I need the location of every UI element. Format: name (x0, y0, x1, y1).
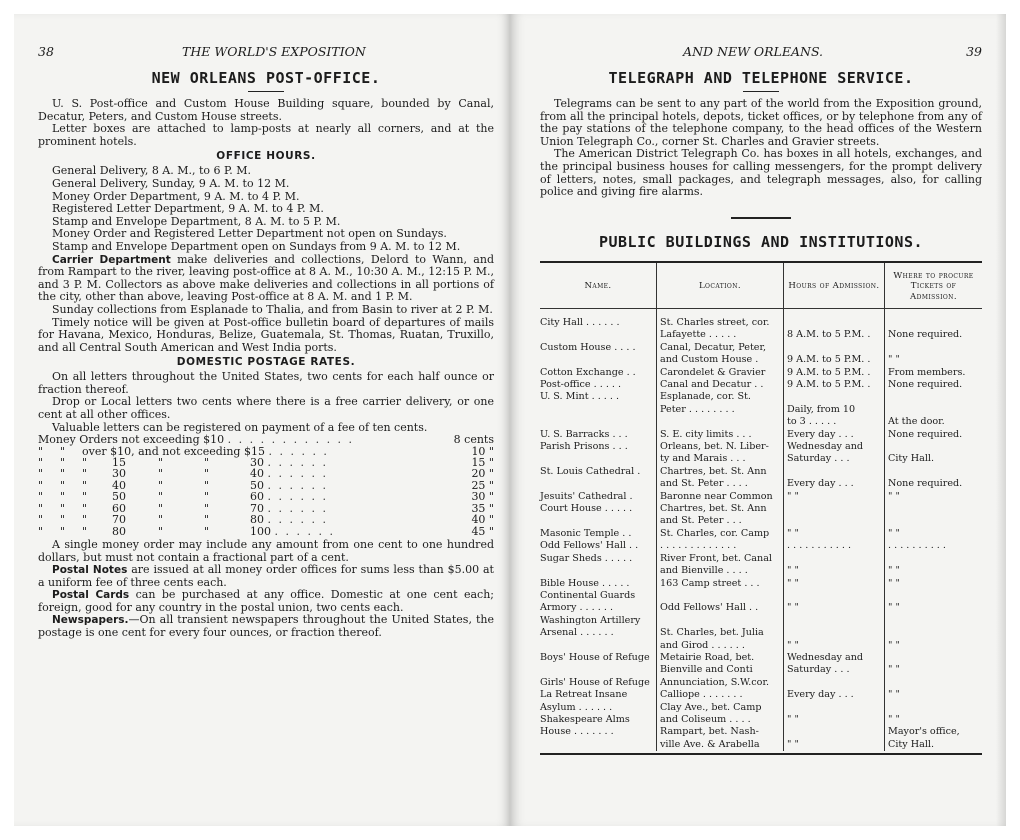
postal-notes-paragraph (38, 564, 494, 589)
table-row (540, 329, 982, 341)
cell-tickets: None required. (885, 329, 983, 341)
cell-hours (784, 627, 885, 639)
cell-name: Washington Artillery (540, 614, 641, 626)
cell-tickets: " " (885, 602, 983, 614)
left-page (14, 14, 510, 826)
cell-name: Custom House . . . . (540, 341, 636, 353)
single-money-order-paragraph: A single money order may include any amount from one cent to one hundred dollars, but must not contain a fractional part of a cent. (38, 537, 494, 564)
cell-name: Masonic Temple . . (540, 527, 632, 539)
cell-tickets: " " (885, 354, 983, 366)
table-row (540, 367, 982, 379)
telegraph-paragraph: Telegrams can be sent to any part of the world from the Exposition ground, from all the principal hotels, depots, ticket offices, or by telephone from any of the pay stations of the telephone company, to the head offices of the Western Union Telegraph Co., corner St. Charles and Gravier streets. (540, 97, 982, 148)
newspapers-text: —On all transient newspapers throughout the United States, the postage is one cent for every four ounces, or fraction thereof. (38, 613, 494, 640)
table-row (540, 379, 982, 391)
telegraph-title: TELEGRAPH AND TELEPHONE SERVICE. (608, 69, 914, 87)
money-order-row: " " " 15 " " 30 . . . . . . 15 " (38, 456, 494, 470)
table-row (540, 590, 982, 602)
table-bottom-rule (540, 753, 982, 755)
column-header-tickets: Where to procure Tickets of Admission. (885, 263, 983, 309)
cell-tickets: " " (885, 664, 983, 676)
table-row (540, 677, 982, 689)
timely-paragraph: Timely notice will be given at Post-office bulletin board of departures of mails for Havana, Mexico, Honduras, Belize, Guatemala, St. Thomas, Ruatan, Truxillo, and all Central South American and West India ports. (38, 315, 494, 354)
cell-name: Asylum . . . . . . (540, 701, 613, 713)
cell-location: Annunciation, S.W.cor. (657, 677, 784, 689)
cell-location: 163 Camp street . . . (657, 578, 784, 590)
cell-name (540, 478, 657, 490)
column-header-hours: Hours of Admission. (784, 263, 885, 309)
office-hours-item: Stamp and Envelope Department open on Sundays from 9 A. M. to 12 M. (52, 239, 461, 253)
table-row (540, 466, 982, 478)
table-row (540, 714, 982, 726)
cell-hours (784, 553, 885, 565)
cell-tickets (885, 441, 983, 453)
cell-location (657, 416, 784, 428)
column-header-name: Name. (540, 263, 657, 309)
cell-location: Carondelet & Gravier (657, 367, 784, 379)
cell-name: Sugar Sheds . . . . . (540, 552, 633, 564)
cell-tickets (885, 342, 983, 354)
cell-tickets: From members. (885, 367, 983, 379)
public-buildings-table (540, 263, 982, 751)
cell-location: Peter . . . . . . . . (657, 404, 784, 416)
cell-name (540, 329, 657, 341)
table-row (540, 342, 982, 354)
right-page-number: 39 (966, 44, 982, 59)
office-hours-item: Money Order Department, 9 A. M. to 4 P. M. (52, 189, 300, 203)
cell-tickets: City Hall. (885, 453, 983, 465)
cell-location: Calliope . . . . . . . (657, 689, 784, 701)
table-row (540, 739, 982, 751)
table-row (540, 391, 982, 403)
table-row (540, 627, 982, 639)
money-order-row: " " " 30 " " 40 . . . . . . 20 " (38, 467, 494, 481)
newspapers-paragraph (38, 614, 494, 639)
table-row (540, 404, 982, 416)
cell-location: St. Charles street, cor. (657, 317, 784, 329)
cell-location: and St. Peter . . . (657, 515, 784, 527)
cell-tickets (885, 391, 983, 403)
cell-tickets: Mayor's office, (885, 726, 983, 738)
sunday-paragraph: Sunday collections from Esplanade to Thalia, and from Basin to river at 2 P. M. (52, 302, 493, 316)
carrier-lead: Carrier Department (52, 253, 171, 266)
office-hours-item: Money Order and Registered Letter Department not open on Sundays. (52, 227, 447, 241)
public-buildings-title: PUBLIC BUILDINGS AND INSTITUTIONS. (598, 232, 924, 251)
intro-paragraph: U. S. Post-office and Custom House Building square, bounded by Canal, Decatur, Peters, and Custom House streets. (38, 97, 494, 123)
table-row (540, 602, 982, 614)
table-row (540, 615, 982, 627)
postal-notes-text: are issued at all money order offices for sums less than $5.00 at a uniform fee of three cents each. (38, 563, 494, 589)
cell-tickets: " " (885, 714, 983, 726)
cell-location (657, 590, 784, 602)
cell-tickets (885, 553, 983, 565)
telegraph-paragraph: The American District Telegraph Co. has boxes in all hotels, exchanges, and the principal business houses for calling messengers, for the prompt delivery of letters, notes, small packages, and telegraph messages, also, for calling police and giving fire alarms. (540, 147, 982, 199)
table-row (540, 453, 982, 465)
table-row (540, 652, 982, 664)
postage-paragraph: On all letters throughout the United States, two cents for each half ounce or fraction thereof. (38, 370, 494, 396)
table-row (540, 689, 982, 701)
right-running-title: AND NEW ORLEANS. (683, 44, 824, 59)
table-row (540, 640, 982, 652)
cell-name: Arsenal . . . . . . (540, 627, 614, 639)
cell-location: Baronne near Common (657, 491, 784, 503)
cell-location: and Bienville . . . . (657, 565, 784, 577)
cell-location: Lafayette . . . . . (657, 329, 784, 341)
cell-name (540, 640, 657, 652)
cell-name: Jesuits' Cathedral . (540, 490, 633, 502)
cell-name (540, 565, 657, 577)
public-buildings-table-body (540, 308, 982, 751)
cell-hours: 8 A.M. to 5 P.M. . (784, 329, 885, 341)
carrier-text: make deliveries and collections, Delord to Wann, and from Rampart to the river, leaving post-office at 8 A. M., 10:30 A. M., 12:15 P. M., and 3 P. M. Collectors as above make deliveries and collections in all portions of the city, other than above, leaving Post-office at 8 A. M. and 1 P. M. (38, 252, 494, 304)
cell-location: Chartres, bet. St. Ann (657, 503, 784, 515)
cell-hours (784, 677, 885, 689)
cell-tickets: " " (885, 528, 983, 540)
postal-notes-lead: Postal Notes (52, 564, 128, 577)
cell-hours: 9 A.M. to 5 P.M. . (784, 354, 885, 366)
cell-location: St. Charles, cor. Camp (657, 528, 784, 540)
money-order-row: " " " 40 " " 50 . . . . . . 25 " (38, 478, 494, 492)
cell-hours: " " (784, 528, 885, 540)
title-rule (248, 91, 284, 92)
cell-location: and Coliseum . . . . (657, 714, 784, 726)
cell-name (540, 354, 657, 366)
newspapers-lead: Newspapers. (52, 614, 129, 627)
cell-tickets: None required. (885, 429, 983, 441)
money-order-row: " " " 60 " " 70 . . . . . . 35 " (38, 501, 494, 515)
cell-tickets: " " (885, 491, 983, 503)
cell-name: U. S. Barracks . . . (540, 428, 628, 440)
cell-tickets (885, 652, 983, 664)
cell-hours: to 3 . . . . . (784, 416, 885, 428)
cell-tickets: None required. (885, 379, 983, 391)
cell-location: Metairie Road, bet. (657, 652, 784, 664)
cell-location: . . . . . . . . . . . . . (657, 540, 784, 552)
cell-tickets (885, 590, 983, 602)
table-spacer-row (540, 308, 982, 317)
cell-name: U. S. Mint . . . . . (540, 391, 620, 403)
cell-location: St. Charles, bet. Julia (657, 627, 784, 639)
postage-paragraph: Drop or Local letters two cents where there is a free carrier delivery, or one cent at all other offices. (38, 395, 494, 422)
cell-hours: " " (784, 739, 885, 751)
column-header-location: Location. (657, 263, 784, 309)
cell-hours (784, 702, 885, 714)
cell-hours (784, 391, 885, 403)
cell-location: Orleans, bet. N. Liber- (657, 441, 784, 453)
cell-location: Bienville and Conti (657, 664, 784, 676)
cell-location: Clay Ave., bet. Camp (657, 702, 784, 714)
cell-location: and Girod . . . . . . (657, 640, 784, 652)
office-hours-heading: OFFICE HOURS. (216, 150, 316, 163)
office-hours-item: Stamp and Envelope Department, 8 A. M. to 5 P. M. (52, 214, 341, 228)
cell-name: Shakespeare Alms (540, 713, 630, 725)
intro-paragraph: Letter boxes are attached to lamp-posts at nearly all corners, and at the prominent hotels. (38, 122, 494, 148)
cell-hours: " " (784, 565, 885, 577)
table-row (540, 528, 982, 540)
postal-cards-paragraph (38, 589, 494, 614)
cell-name: Boys' House of Refuge (540, 651, 650, 663)
right-running-head (540, 44, 982, 59)
cell-name (540, 664, 657, 676)
cell-tickets (885, 615, 983, 627)
table-row (540, 503, 982, 515)
cell-hours (784, 726, 885, 738)
money-order-row: " " " 80 " " 100 . . . . . . 45 " (38, 524, 494, 538)
cell-location (657, 615, 784, 627)
cell-hours: Every day . . . (784, 689, 885, 701)
cell-name: Post-office . . . . . (540, 379, 622, 390)
cell-name: Cotton Exchange . . (540, 366, 636, 378)
postal-cards-text: can be purchased at any office. Domestic at one cent each; foreign, good for any country in the postal union, two cents each. (38, 588, 494, 614)
cell-location: River Front, bet. Canal (657, 553, 784, 565)
cell-location: Canal, Decatur, Peter, (657, 342, 784, 354)
cell-hours: Daily, from 10 (784, 404, 885, 416)
office-hours-item: General Delivery, Sunday, 9 A. M. to 12 M. (52, 176, 290, 190)
cell-tickets: None required. (885, 478, 983, 490)
table-header-row (540, 263, 982, 309)
postage-heading: DOMESTIC POSTAGE RATES. (176, 356, 356, 369)
cell-hours: Wednesday and (784, 652, 885, 664)
table-row (540, 441, 982, 453)
table-row (540, 478, 982, 490)
postal-cards-lead: Postal Cards (52, 589, 130, 602)
cell-name (540, 453, 657, 465)
cell-tickets: . . . . . . . . . . (885, 540, 983, 552)
postage-paragraph: Valuable letters can be registered on payment of a fee of ten cents. (52, 420, 428, 434)
book-spread (14, 14, 1006, 826)
cell-tickets: " " (885, 689, 983, 701)
table-row (540, 429, 982, 441)
cell-name: Bible House . . . . . (540, 577, 630, 589)
cell-hours: " " (784, 578, 885, 590)
cell-tickets: " " (885, 565, 983, 577)
cell-location: S. E. city limits . . . (657, 429, 784, 441)
cell-tickets (885, 702, 983, 714)
cell-name: Armory . . . . . . (540, 602, 613, 614)
cell-hours: " " (784, 640, 885, 652)
cell-location: Esplanade, cor. St. (657, 391, 784, 403)
cell-tickets (885, 404, 983, 416)
cell-location: Rampart, bet. Nash- (657, 726, 784, 738)
cell-name: Parish Prisons . . . (540, 441, 628, 453)
cell-hours: . . . . . . . . . . . (784, 540, 885, 552)
cell-location: ty and Marais . . . (657, 453, 784, 465)
cell-hours: 9 A.M. to 5 P.M. . (784, 379, 885, 391)
page-edge-shadow (996, 14, 1006, 826)
cell-hours: Every day . . . (784, 478, 885, 490)
table-row (540, 702, 982, 714)
cell-hours: 9 A.M. to 5 P.M. . (784, 367, 885, 379)
cell-location: Canal and Decatur . . (657, 379, 784, 391)
cell-name: Court House . . . . . (540, 503, 633, 515)
cell-location: and St. Peter . . . . (657, 478, 784, 490)
cell-name (540, 739, 657, 751)
office-hours-list (38, 165, 494, 253)
cell-name: St. Louis Cathedral . (540, 465, 641, 477)
money-order-row: " " " 50 " " 60 . . . . . . 30 " (38, 490, 494, 504)
table-row (540, 515, 982, 527)
table-row (540, 664, 982, 676)
cell-hours: " " (784, 602, 885, 614)
table-row (540, 578, 982, 590)
table-row (540, 491, 982, 503)
section-divider (731, 217, 791, 219)
post-office-title: NEW ORLEANS POST-OFFICE. (151, 69, 381, 87)
table-row (540, 565, 982, 577)
cell-location: and Custom House . (657, 354, 784, 366)
telegraph-rule (743, 91, 779, 92)
left-running-title: THE WORLD'S EXPOSITION (182, 44, 366, 59)
intro-paragraphs (38, 98, 494, 148)
office-hours-item: General Delivery, 8 A. M., to 6 P. M. (52, 164, 251, 178)
money-order-row: " " " 70 " " 80 . . . . . . 40 " (38, 513, 494, 527)
cell-hours (784, 317, 885, 329)
money-order-table (38, 434, 494, 537)
cell-hours (784, 466, 885, 478)
cell-tickets (885, 677, 983, 689)
cell-hours (784, 515, 885, 527)
cell-name (540, 515, 657, 527)
money-order-value: 8 cents (453, 433, 494, 447)
cell-name: Continental Guards (540, 589, 636, 601)
cell-tickets (885, 317, 983, 329)
cell-hours (784, 615, 885, 627)
cell-tickets: " " (885, 640, 983, 652)
cell-hours: Wednesday and (784, 441, 885, 453)
cell-name: Girls' House of Refuge (540, 676, 650, 688)
table-row (540, 317, 982, 329)
cell-name (540, 416, 657, 428)
cell-tickets (885, 515, 983, 527)
cell-name: House . . . . . . . (540, 726, 614, 738)
office-hours-item: Registered Letter Department, 9 A. M. to 4 P. M. (52, 202, 324, 216)
cell-tickets: City Hall. (885, 739, 983, 751)
table-row (540, 354, 982, 366)
cell-name: La Retreat Insane (540, 689, 628, 701)
right-page (510, 14, 1006, 826)
table-row (540, 726, 982, 738)
cell-name: City Hall . . . . . . (540, 316, 620, 328)
left-page-number: 38 (38, 44, 54, 59)
left-running-head (38, 44, 494, 59)
table-row (540, 540, 982, 552)
money-order-label: Money Orders not exceeding $10 . . . . . . . . . . . . (38, 433, 355, 447)
cell-hours (784, 503, 885, 515)
cell-hours (784, 590, 885, 602)
cell-hours: Saturday . . . (784, 453, 885, 465)
carrier-paragraph (38, 254, 494, 304)
cell-tickets (885, 627, 983, 639)
cell-location: Odd Fellows' Hall . . (657, 602, 784, 614)
cell-hours: Every day . . . (784, 429, 885, 441)
cell-tickets (885, 503, 983, 515)
cell-tickets: At the door. (885, 416, 983, 428)
table-row (540, 416, 982, 428)
money-order-row: " " over $10, and not exceeding $15 . . . . . . 10 " (38, 444, 494, 458)
cell-tickets (885, 466, 983, 478)
cell-hours (784, 342, 885, 354)
cell-hours: Saturday . . . (784, 664, 885, 676)
cell-hours: " " (784, 491, 885, 503)
cell-name (540, 404, 657, 416)
table-row (540, 553, 982, 565)
cell-location: Chartres, bet. St. Ann (657, 466, 784, 478)
cell-location: ville Ave. & Arabella (657, 739, 784, 751)
cell-hours: " " (784, 714, 885, 726)
cell-name: Odd Fellows' Hall . . (540, 540, 639, 552)
cell-tickets: " " (885, 578, 983, 590)
